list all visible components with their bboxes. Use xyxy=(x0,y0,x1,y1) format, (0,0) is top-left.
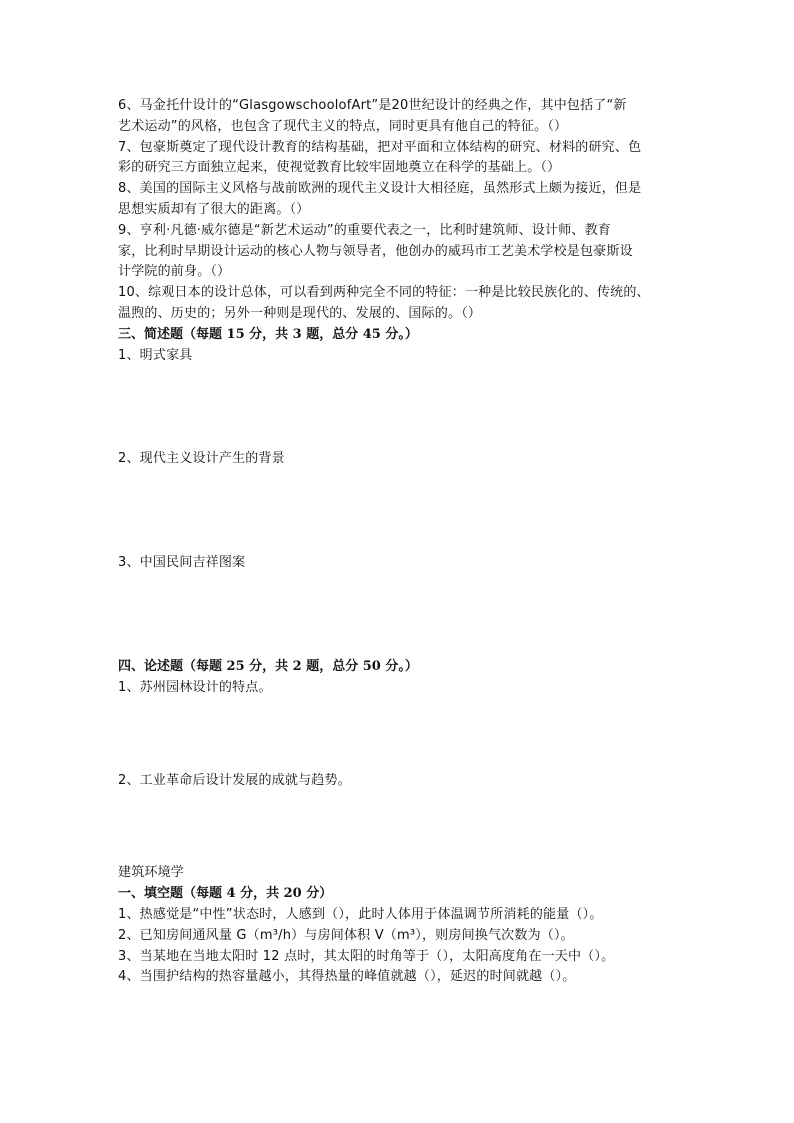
judgement-item-7-line-2: 彩的研究三方面独立起来，使视觉教育比较牢固地奠立在科学的基础上。（） xyxy=(118,160,561,176)
section-4-item-2: 2、工业革命后设计发展的成就与趋势。 xyxy=(118,772,351,788)
answer-space xyxy=(118,470,678,553)
subject-title: 建筑环境学 xyxy=(118,865,185,881)
fill-blank-item-4: 4、当围护结构的热容量越小，其得热量的峰值就越（），延迟的时间就越（）。 xyxy=(118,969,576,985)
judgement-item-6-line-1: 6、马金托什设计的“GlasgowschoolofArt”是20世纪设计的经典之作，其中包括了“新 xyxy=(118,98,627,113)
judgement-item-7-line-1: 7、包豪斯奠定了现代设计教育的结构基础，把对平面和立体结构的研究、材料的研究、色 xyxy=(118,139,642,155)
section-3-heading: 三、简述题（每题 15 分，共 3 题，总分 45 分。） xyxy=(118,326,418,342)
answer-space xyxy=(118,366,678,449)
answer-space xyxy=(118,699,678,771)
answer-space xyxy=(118,574,678,657)
section-3-item-2: 2、现代主义设计产生的背景 xyxy=(118,451,285,467)
section-3-item-1: 1、明式家具 xyxy=(118,347,193,363)
judgement-item-8-line-2: 思想实质却有了很大的距离。（） xyxy=(118,201,310,217)
section-1-heading: 一、填空题（每题 4 分，共 20 分） xyxy=(118,886,333,902)
judgement-item-10-line-2: 温煦的、历史的；另外一种则是现代的、发展的、国际的。（） xyxy=(118,305,482,321)
fill-blank-item-3: 3、当某地在当地太阳时 12 点时，其太阳的时角等于（），太阳高度角在一天中（）。 xyxy=(118,948,615,964)
section-4-heading: 四、论述题（每题 25 分，共 2 题，总分 50 分。） xyxy=(118,658,418,674)
section-4-item-1: 1、苏州园林设计的特点。 xyxy=(118,679,272,695)
judgement-item-9-line-3: 计学院的前身。（） xyxy=(118,264,231,280)
judgement-item-8-line-1: 8、美国的国际主义风格与战前欧洲的现代主义设计大相径庭，虽然形式上颇为接近，但是 xyxy=(118,181,642,197)
judgement-item-9-line-1: 9、亨利·凡德·威尔德是“新艺术运动”的重要代表之一，比利时建筑师、设计师、教育 xyxy=(118,222,612,238)
section-3-item-3: 3、中国民间吉祥图案 xyxy=(118,555,246,571)
fill-blank-item-1: 1、热感觉是“中性”状态时，人感到（），此时人体用于体温调节所消耗的能量（）。 xyxy=(118,906,603,922)
judgement-item-9-line-2: 家，比利时早期设计运动的核心人物与领导者，他创办的威玛市工艺美术学校是包豪斯设 xyxy=(118,243,633,259)
judgement-item-6-line-2: 艺术运动”的风格，也包含了现代主义的特点，同时更具有他自己的特征。（） xyxy=(118,118,568,134)
answer-space xyxy=(118,791,678,863)
document-page xyxy=(118,96,678,988)
fill-blank-item-2: 2、已知房间通风量 G（m³/h）与房间体积 V（m³），则房间换气次数为（）。 xyxy=(118,927,574,943)
judgement-item-10-line-1: 10、综观日本的设计总体，可以看到两种完全不同的特征：一种是比较民族化的、传统的、 xyxy=(118,285,650,301)
